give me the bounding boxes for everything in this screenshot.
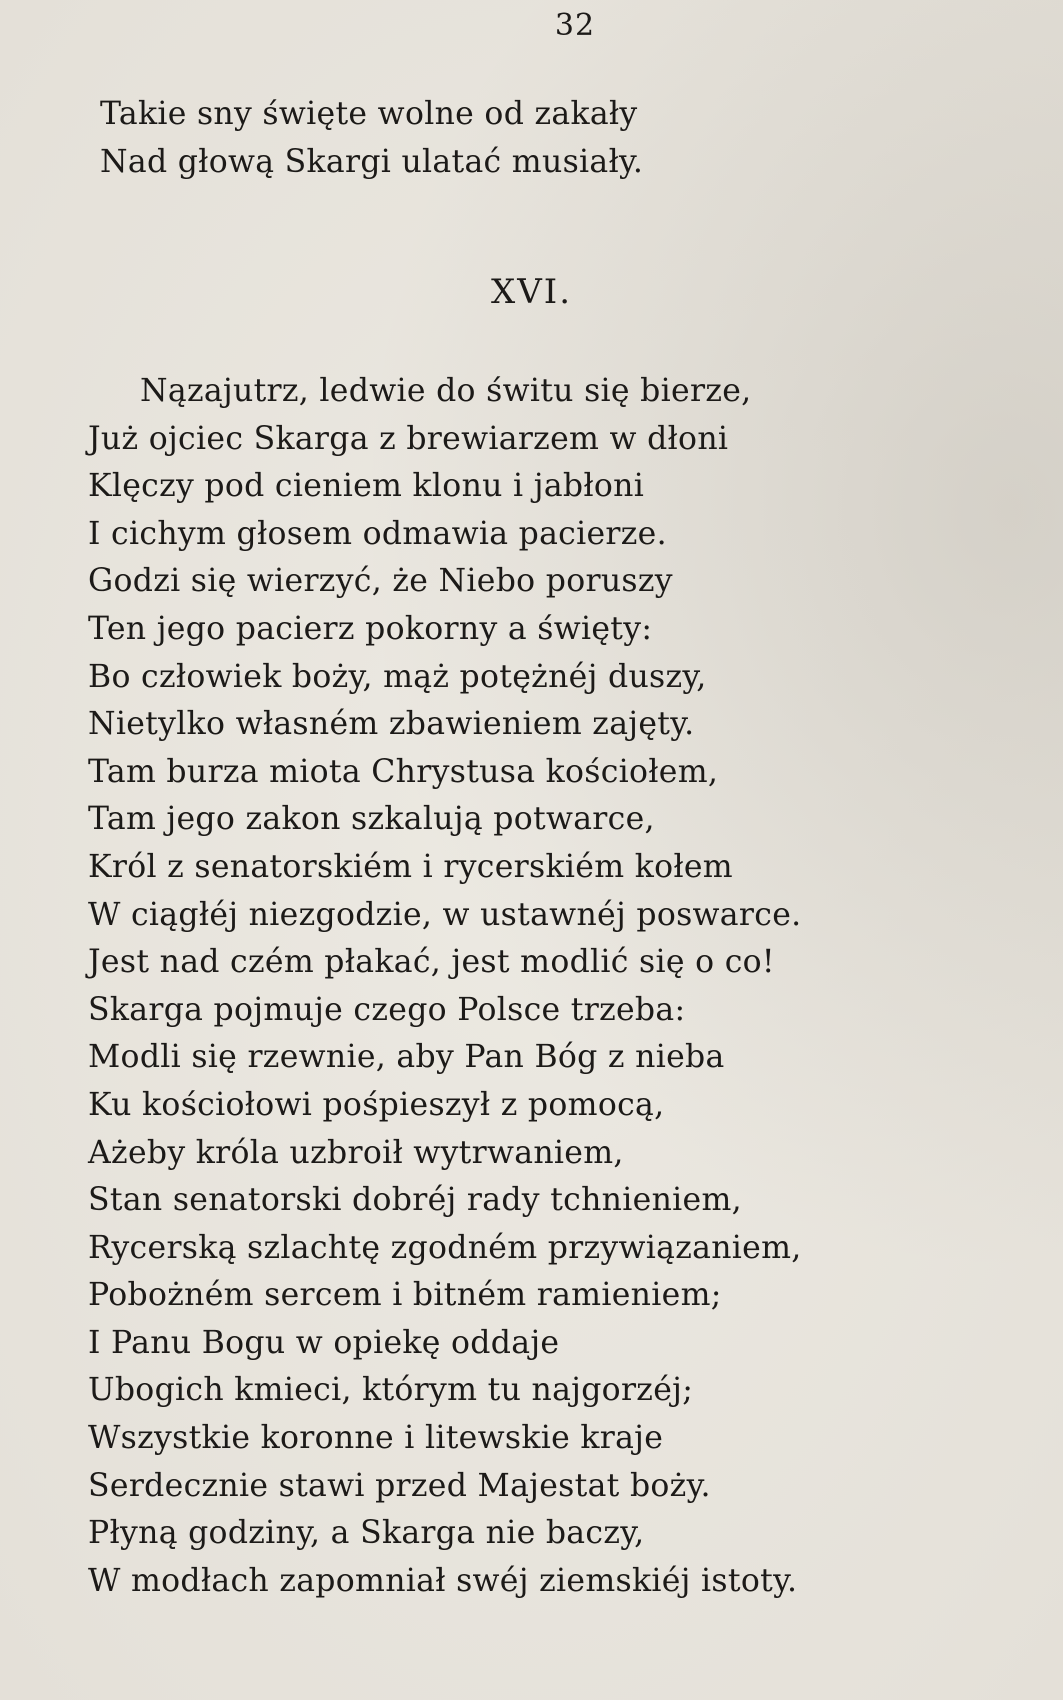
stanza-main bbox=[88, 368, 802, 1605]
verse-line: Jest nad czém płakać, jest modlić się o co! bbox=[88, 944, 775, 981]
verse-line: W ciągłéj niezgodzie, w ustawnéj poswarce. bbox=[88, 896, 802, 933]
verse-line: Ku kościołowi pośpieszył z pomocą, bbox=[88, 1086, 665, 1123]
verse-line: Nązajutrz, ledwie do świtu się bierze, bbox=[140, 373, 752, 409]
verse-line: Ten jego pacierz pokorny a święty: bbox=[88, 610, 653, 647]
verse-line: Płyną godziny, a Skarga nie baczy, bbox=[88, 1515, 645, 1552]
verse-line: Ubogich kmieci, którym tu najgorzéj; bbox=[88, 1372, 694, 1409]
stanza-top bbox=[100, 90, 643, 186]
verse-line: Godzi się wierzyć, że Niebo poruszy bbox=[88, 563, 673, 600]
section-heading: XVI. bbox=[491, 272, 572, 312]
verse-line: Rycerską szlachtę zgodném przywiązaniem, bbox=[88, 1229, 802, 1266]
verse-line: I Panu Bogu w opiekę oddaje bbox=[88, 1324, 560, 1361]
verse-line: Takie sny święte wolne od zakały bbox=[100, 96, 638, 132]
verse-line: W modłach zapomniał swéj ziemskiéj istoty. bbox=[88, 1562, 798, 1599]
verse-line: Nietylko własném zbawieniem zajęty. bbox=[88, 706, 695, 743]
verse-line: I cichym głosem odmawia pacierze. bbox=[88, 515, 667, 552]
verse-line: Pobożném sercem i bitném ramieniem; bbox=[88, 1277, 722, 1314]
verse-line: Tam jego zakon szkalują potwarce, bbox=[88, 801, 655, 838]
verse-line: Nad głową Skargi ulatać musiały. bbox=[100, 144, 644, 180]
page-number: 32 bbox=[554, 8, 596, 43]
verse-line: Modli się rzewnie, aby Pan Bóg z nieba bbox=[88, 1039, 725, 1076]
verse-line: Bo człowiek boży, mąż potężnéj duszy, bbox=[88, 658, 707, 695]
verse-line: Już ojciec Skarga z brewiarzem w dłoni bbox=[88, 420, 729, 457]
verse-line: Klęczy pod cieniem klonu i jabłoni bbox=[88, 468, 645, 505]
verse-line: Król z senatorskiém i rycerskiém kołem bbox=[88, 848, 733, 885]
verse-line: Tam burza miota Chrystusa kościołem, bbox=[88, 753, 719, 790]
verse-line: Serdecznie stawi przed Majestat boży. bbox=[88, 1467, 711, 1504]
verse-line: Stan senatorski dobréj rady tchnieniem, bbox=[88, 1182, 742, 1219]
verse-line: Skarga pojmuje czego Polsce trzeba: bbox=[88, 991, 686, 1028]
verse-line: Wszystkie koronne i litewskie kraje bbox=[88, 1420, 664, 1457]
verse-line: Ażeby króla uzbroił wytrwaniem, bbox=[88, 1134, 624, 1171]
